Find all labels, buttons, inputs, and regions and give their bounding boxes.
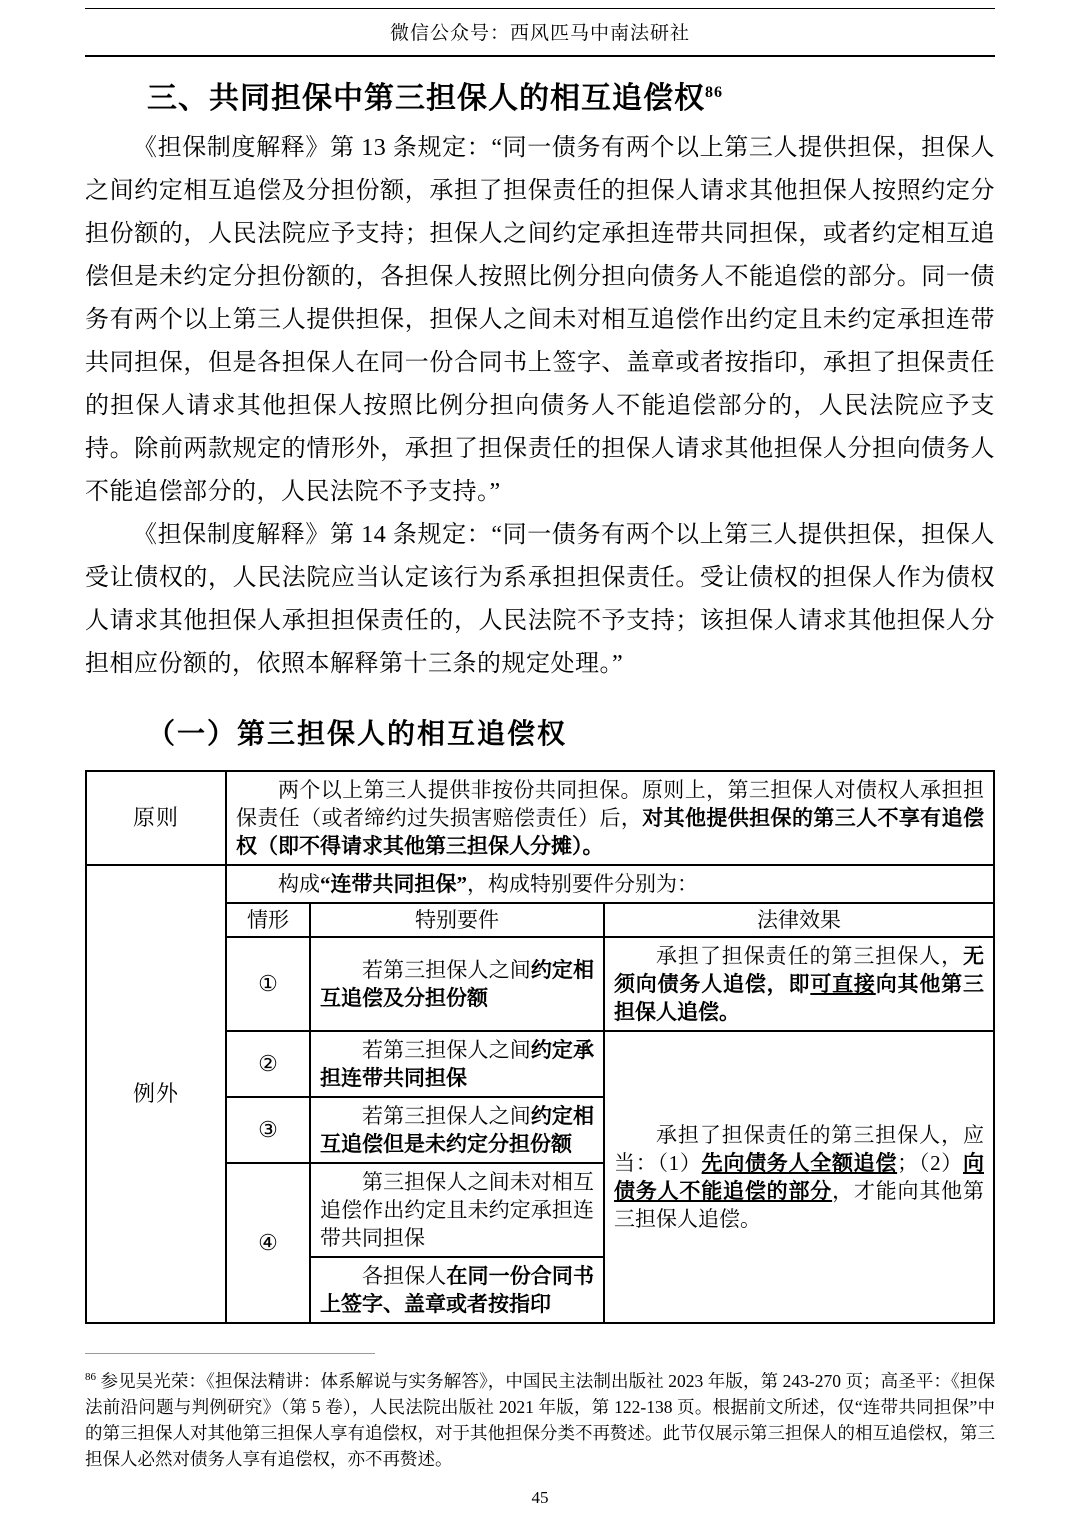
section-title-text: 三、共同担保中第三担保人的相互追偿权	[147, 82, 705, 115]
header-text: 微信公众号：西风匹马中南法研社	[389, 23, 690, 44]
requirement-4b-cell: 各担保人在同一份合同书上签字、盖章或者按指印	[310, 1257, 604, 1323]
requirement-2-cell: 若第三担保人之间约定承担连带共同担保	[310, 1031, 604, 1097]
page-header	[85, 0, 995, 57]
requirement-3-cell: 若第三担保人之间约定相互追偿但是未约定分担份额	[310, 1097, 604, 1163]
case-1-cell: ①	[226, 937, 310, 1031]
footnote-reference-superscript: 86	[705, 84, 723, 101]
principle-label-cell: 原则	[86, 771, 226, 865]
principle-row	[86, 771, 994, 865]
recourse-rules-table	[85, 770, 995, 1324]
page-number: 45	[531, 1488, 549, 1507]
merged-effect-cell: 承担了担保责任的第三担保人，应当：（1）先向债务人全额追偿；（2）向债务人不能追偿的部分，才能向其他第三担保人追偿。	[604, 1031, 994, 1323]
case-2-cell: ②	[226, 1031, 310, 1097]
requirement-4a-cell: 第三担保人之间未对相互追偿作出约定且未约定承担连带共同担保	[310, 1163, 604, 1257]
footnote-separator	[85, 1353, 375, 1354]
case-4-cell: ④	[226, 1163, 310, 1323]
case-3-cell: ③	[226, 1097, 310, 1163]
paragraph-article-14: 《担保制度解释》第 14 条规定：“同一债务有两个以上第三人提供担保，担保人受让债权的，人民法院应当认定该行为系承担担保责任。受让债权的担保人作为债权人请求其他担保人承担担保责任的，人民法院不予支持；该担保人请求其他担保人分担相应份额的，依照本解释第十三条的规定处理。”	[85, 522, 995, 677]
column-header-requirement: 特别要件	[310, 903, 604, 937]
column-header-effect: 法律效果	[604, 903, 994, 937]
effect-1-cell: 承担了担保责任的第三担保人，无须向债务人追偿，即可直接向其他第三担保人追偿。	[604, 937, 994, 1031]
principle-text-cell: 两个以上第三人提供非按份共同担保。原则上，第三担保人对债权人承担担保责任（或者缔约过失损害赔偿责任）后，对其他提供担保的第三人不享有追偿权（即不得请求其他第三担保人分摊）。	[226, 771, 994, 865]
exception-label-cell: 例外	[86, 865, 226, 1323]
paragraph-article-13: 《担保制度解释》第 13 条规定：“同一债务有两个以上第三人提供担保，担保人之间约定相互追偿及分担份额，承担了担保责任的担保人请求其他担保人按照约定分担份额的，人民法院应予支持；担保人之间约定承担连带共同担保，或者约定相互追偿但是未约定分担份额的，各担保人按照比例分担向债务人不能追偿的部分。同一债务有两个以上第三人提供担保，担保人之间未对相互追偿作出约定且未约定承担连带共同担保，但是各担保人在同一份合同书上签字、盖章或者按指印，承担了担保责任的担保人请求其他担保人按照比例分担向债务人不能追偿部分的，人民法院应予支持。除前两款规定的情形外，承担了担保责任的担保人请求其他担保人分担向债务人不能追偿部分的，人民法院不予支持。”	[85, 135, 995, 505]
footnote-text: 参见吴光荣：《担保法精讲：体系解说与实务解答》，中国民主法制出版社 2023 年版，第 243-270 页；高圣平：《担保法前沿问题与判例研究》（第 5 卷），人民法院出版社 2021 年版，第 122-138 页。根据前文所述，仅“连带共同担保”中的第三担保人对其他第三担保人享有追偿权，对于其他担保分类不再赘述。此节仅展示第三担保人的相互追偿权，第三担保人必然对债务人享有追偿权，亦不再赘述。	[85, 1371, 996, 1469]
section-title	[85, 73, 995, 117]
exception-intro-cell: 构成“连带共同担保”，构成特别要件分别为：	[226, 865, 994, 903]
column-header-case: 情形	[226, 903, 310, 937]
subsection-title: （一）第三担保人的相互追偿权	[147, 719, 568, 750]
footnote-area	[85, 1353, 995, 1472]
footnote	[85, 1364, 995, 1472]
requirement-1-cell: 若第三担保人之间约定相互追偿及分担份额	[310, 937, 604, 1031]
footnote-marker: 86	[85, 1371, 96, 1384]
exception-intro-row	[86, 865, 994, 903]
header-bottom-rule	[85, 55, 995, 57]
